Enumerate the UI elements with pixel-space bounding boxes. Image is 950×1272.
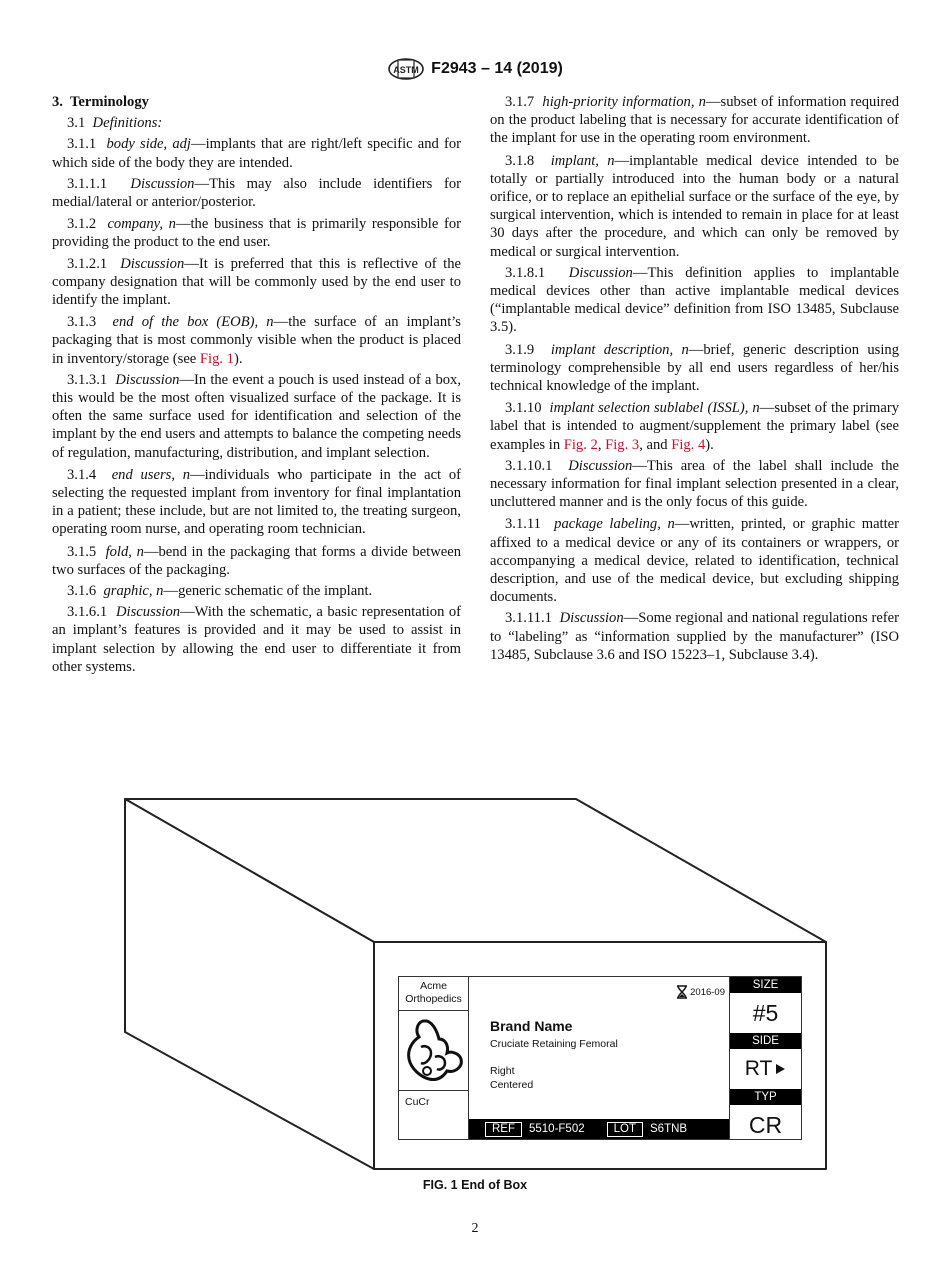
side-value: RT	[744, 1057, 773, 1080]
label-left-panel	[399, 977, 469, 1139]
astm-logo-icon	[387, 58, 425, 80]
def-3-1-3-1: 3.1.3.1 Discussion—In the event a pouch is used instead of a box, this would be the most often visualized surface of the package. It is often the same surface used for identification and selection of the implant by the end users and attempts to balance the competing needs of regulation, manufacturing, distribution, and implant selection.	[52, 371, 461, 461]
def-3-1-10-1: 3.1.10.1 Discussion—This area of the label shall include the necessary information for final implant selection presented in a clear, uncluttered manner and is the only focus of this guide.	[490, 457, 899, 511]
ref-label: REF	[485, 1122, 522, 1137]
page-header	[0, 58, 950, 85]
section-heading: 3. Terminology	[52, 94, 149, 110]
def-3-1-7: 3.1.7 high-priority information, n—subset of information required on the product labeling that is necessary for accurate identification of the implant for use in the operating room environment.	[490, 94, 900, 147]
implant-selection-label	[398, 976, 802, 1140]
brand-name: Brand Name	[490, 1018, 573, 1034]
side-value-cell	[730, 1049, 801, 1089]
hourglass-icon	[676, 985, 688, 999]
svg-text:ASTM: ASTM	[393, 65, 419, 75]
ref-lot-bar	[469, 1119, 729, 1139]
def-3-1-11-1: 3.1.11.1 Discussion—Some regional and national regulations refer to “labeling” as “information supplied by the manufacturer” (ISO 13485, Subclause 3.6 and ISO 15223–1, Subclause 3.4).	[490, 610, 900, 663]
def-3-1-11: 3.1.11 package labeling, n—written, printed, or graphic matter affixed to a medical device or any of its containers or wrappers, or accompanying a medical device, related to identification, technical description, and use of the medical device, but excluding shipping documents.	[490, 516, 899, 606]
ref-value: 5510-F502	[529, 1123, 585, 1135]
def-3-1-2: 3.1.2 company, n—the business that is primarily responsible for providing the product to the end user.	[52, 216, 461, 251]
def-3-1-6: 3.1.6 graphic, n—generic schematic of the implant.	[67, 583, 373, 600]
lot-value: S6TNB	[650, 1123, 688, 1135]
fig-4-link[interactable]: Fig. 4	[671, 436, 706, 453]
right-column	[490, 93, 899, 667]
implant-graphic	[399, 1011, 468, 1091]
expiry-date: 2016-09	[676, 985, 725, 999]
def-3-1-8-1: 3.1.8.1 Discussion—This definition applies to implantable medical devices other than active implantable medical devices (“implantable medical device” definition from ISO 13485, Subclause 3.5).	[490, 264, 899, 336]
femoral-implant-icon	[399, 1011, 467, 1089]
fig-2-link[interactable]: Fig. 2	[563, 436, 598, 453]
fig-3-link[interactable]: Fig. 3	[605, 436, 640, 453]
def-3-1-3: 3.1.3 end of the box (EOB), n—the surface of an implant’s packaging that is most commonly visible when the product is placed in inventory/storage (see Fig. 1).	[52, 314, 461, 367]
def-3-1-10: 3.1.10 implant selection sublabel (ISSL), n—subset of the primary label that is intended to augment/supplement the primary label (see examples in Fig. 2, Fig. 3, and Fig. 4).	[490, 400, 900, 453]
size-header: SIZE	[730, 977, 801, 993]
label-main-panel	[469, 977, 729, 1139]
size-value: #5	[752, 1000, 779, 1026]
lot-label: LOT	[607, 1122, 643, 1137]
def-3-1: 3.1 Definitions:	[67, 115, 163, 132]
def-3-1-2-1: 3.1.2.1 Discussion—It is preferred that this is reflective of the company designation that will be commonly used by the end user to identify the implant.	[52, 255, 461, 309]
implant-description: Cruciate Retaining Femoral	[490, 1038, 618, 1050]
fig-1-link[interactable]: Fig. 1	[199, 350, 234, 367]
def-3-1-6-1: 3.1.6.1 Discussion—With the schematic, a basic representation of an implant’s features is provided and it may be used to assist in implant selection by allowing the end user to differentiate it from other systems.	[52, 604, 461, 675]
company-name: Acme Orthopedics	[399, 977, 468, 1011]
def-3-1-1-1: 3.1.1.1 Discussion—This may also include identifiers for medial/lateral or anterior/posterior.	[52, 175, 461, 211]
left-column	[52, 93, 461, 679]
page-number: 2	[471, 1221, 479, 1236]
def-3-1-5: 3.1.5 fold, n—bend in the packaging that forms a divide between two surfaces of the packaging.	[52, 543, 462, 578]
right-triangle-icon	[775, 1063, 786, 1075]
def-3-1-9: 3.1.9 implant description, n—brief, generic description using terminology comprehensible by all end users regardless of her/his technical knowledge of the implant.	[490, 341, 899, 395]
figure-caption: FIG. 1 End of Box	[422, 1178, 528, 1192]
document-designation: F2943 – 14 (2019)	[431, 60, 563, 77]
material: CuCr	[405, 1096, 430, 1108]
typ-value: CR	[748, 1112, 783, 1138]
def-3-1-1: 3.1.1 body side, adj—implants that are right/left specific and for which side of the body they are intended.	[52, 136, 461, 171]
side-header: SIDE	[730, 1033, 801, 1049]
label-right-panel	[729, 977, 801, 1139]
def-3-1-4: 3.1.4 end users, n—individuals who participate in the act of selecting the requested implant from inventory for final implantation in a patient; these include, but are not limited to, the treating surgeon, operating room nurse, and operating room technician.	[52, 466, 462, 538]
side-details: Right Centered	[490, 1065, 534, 1091]
typ-header: TYP	[730, 1089, 801, 1105]
def-3-1-8: 3.1.8 implant, n—implantable medical device intended to be totally or partially introduced into the human body or a natural orifice, or to replace an epithelial surface or the surface of the eye, by surgical intervention, which is intended to remain in place for at least 30 days after the procedure, and which can only be removed by medical or surgical intervention.	[490, 152, 899, 260]
